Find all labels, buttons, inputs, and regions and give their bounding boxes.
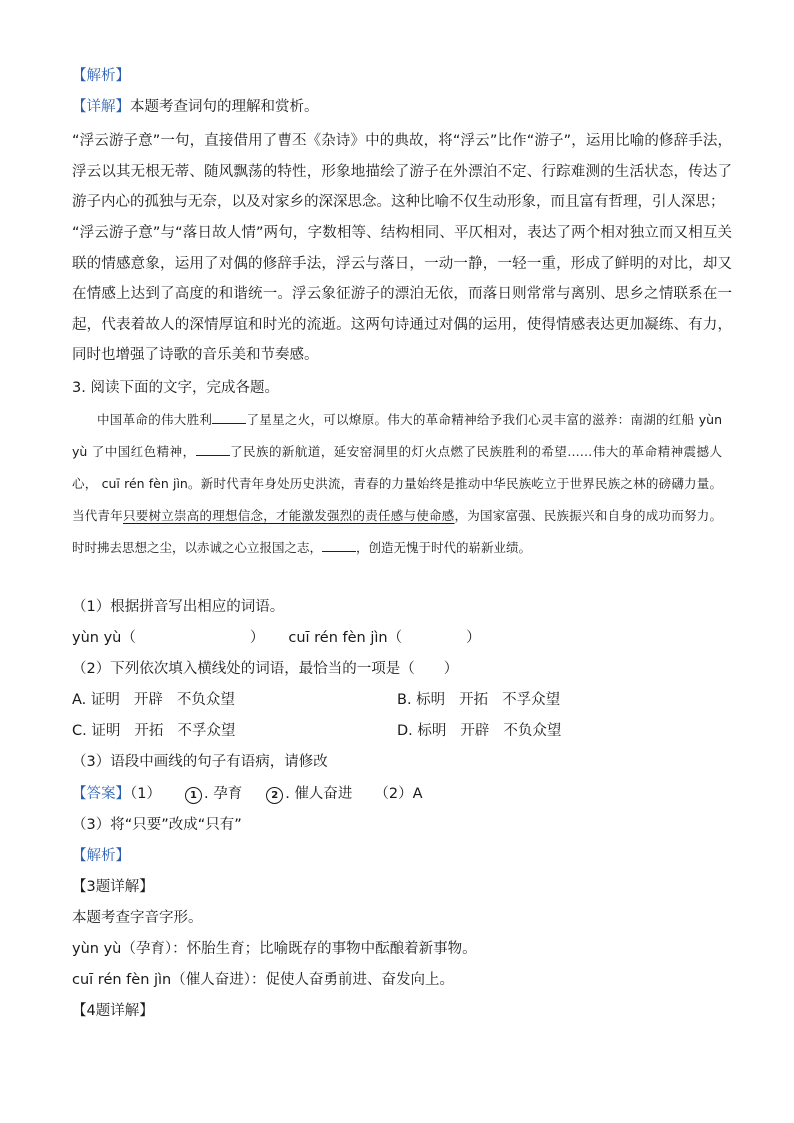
answer-line-2: （3）将“只要”改成“只有” — [72, 817, 242, 833]
fill-blank-2 — [196, 443, 230, 456]
passage-text: 。新时代青年身处历史洪流，青春的力量始终是推动中华民族屹立于世界民族之林的磅礴力量。当代青年 — [72, 476, 722, 523]
close-paren: ） — [249, 630, 265, 646]
answer-part: . 催人奋进 — [285, 786, 353, 802]
analysis-paragraph-2: “浮云游子意”与“落日故人情”两句，字数相等、结构相同、平仄相对，表达了两个相对独立而又相互关联的情感意象，运用了对偶的修辞手法，浮云与落日，一动一静，一轻一重，形成了鲜明的对比，却又在情感上达到了高度的和谐统一。浮云象征游子的漂泊无依，而落日则常常与离别、思乡之情联系在一起，代表着故人的深情厚谊和时光的流逝。这两句诗通过对偶的运用，使得情感表达更加凝练、有力，同时也增强了诗歌的音乐美和节奏感。 — [72, 225, 732, 363]
detail-4-tag: 【4题详解】 — [72, 1003, 154, 1019]
option-c: C. 证明 开拓 不孚众望 — [72, 723, 236, 739]
detail-tag: 【详解】 — [72, 99, 130, 115]
detail-3-tag: 【3题详解】 — [72, 879, 154, 895]
pinyin-2: cuī rén fèn jìn — [101, 476, 188, 491]
explanation-2: cuī rén fèn jìn（催人奋进）：促使人奋勇前进、奋发向上。 — [72, 972, 454, 988]
fill-blank-3 — [322, 539, 356, 552]
passage-text: 中国革命的伟大胜利 — [97, 412, 213, 427]
option-d: D. 标明 开辟 不负众望 — [397, 723, 562, 739]
underlined-sentence: 只要树立崇高的理想信念，才能激发强烈的责任感与使命感 — [123, 508, 455, 523]
detail-line — [72, 97, 319, 117]
answer-line — [72, 784, 423, 804]
circled-number: 1 — [185, 787, 202, 804]
pinyin-prompt-1: yùn yù（ — [72, 630, 136, 646]
answer-tag: 【答案】 — [72, 786, 130, 802]
detail-text: 本题考查词句的理解和赏析。 — [130, 99, 319, 115]
passage-text: ，为国家富强、民族振兴和自身的成功而努力。时时拂去思想之尘，以赤诚之心立报国之志， — [72, 508, 722, 555]
reading-passage — [72, 404, 722, 564]
sub-question-2: （2）下列依次填入横线处的词语，最恰当的一项是（ ） — [72, 661, 459, 677]
answer-part: （2）A — [374, 786, 423, 802]
analysis-paragraph-1: “浮云游子意”一句，直接借用了曹丕《杂诗》中的典故，将“浮云”比作“游子”，运用比喻的修辞手法，浮云以其无根无蒂、随风飘荡的特性，形象地描绘了游子在外漂泊不定、行踪难测的生活状态，传达了游子内心的孤独与无奈，以及对家乡的深深思念。这种比喻不仅生动形象，而且富有哲理，引人深思； — [72, 133, 732, 210]
analysis-tag: 【解析】 — [72, 68, 130, 84]
option-b: B. 标明 开拓 不孚众望 — [397, 692, 561, 708]
option-a: A. 证明 开辟 不负众望 — [72, 692, 235, 708]
pinyin-answer-line — [72, 628, 481, 648]
passage-text: 了星星之火，可以燎原。伟大的革命精神给予我们心灵丰富的滋养：南湖的红船 — [246, 412, 695, 427]
answer-part: . 孕育 — [203, 786, 243, 802]
pinyin-prompt-2: cuī rén fèn jìn（ — [288, 630, 403, 646]
passage-text: ，创造无愧于时代的崭新业绩。 — [356, 540, 532, 555]
explanation-1: yùn yù（孕育）：怀胎生育；比喻既存的事物中酝酿着新事物。 — [72, 941, 477, 957]
fill-blank-1 — [212, 411, 246, 424]
answer-part: （1） — [130, 786, 161, 802]
sub-question-1: （1）根据拼音写出相应的词语。 — [72, 599, 285, 615]
pinyin-1: yùn yù — [72, 412, 722, 459]
analysis-tag-2: 【解析】 — [72, 848, 130, 864]
detail-3-text: 本题考查字音字形。 — [72, 910, 203, 926]
circled-number: 2 — [266, 787, 283, 804]
sub-question-3: （3）语段中画线的句子有语病，请修改 — [72, 754, 328, 770]
passage-text: 了民族的新航道，延安窑洞里的灯火点燃了民族胜利的希望……伟大的革命精神震撼人心， — [72, 444, 722, 491]
passage-text: 了中国红色精神， — [91, 444, 196, 459]
close-paren: ） — [466, 630, 481, 646]
question-3-heading: 3. 阅读下面的文字，完成各题。 — [72, 380, 279, 396]
